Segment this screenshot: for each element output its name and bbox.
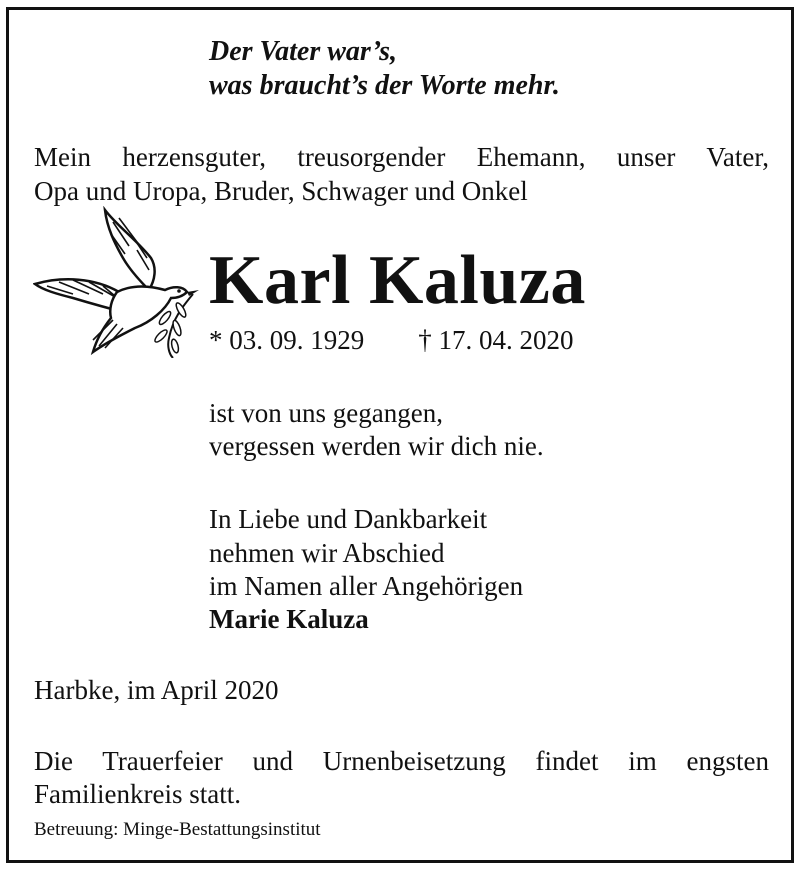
- place-date: Harbke, im April 2020: [34, 675, 279, 705]
- farewell-line-2: nehmen wir Abschied: [209, 538, 445, 568]
- birth-date: * 03. 09. 1929: [209, 325, 365, 355]
- farewell-line-3: im Namen aller Angehörigen: [209, 571, 524, 601]
- intro-line-1: Mein herzensguter, treusorgender Ehemann, unser Vater,: [34, 142, 769, 172]
- ceremony-line-1: Die Trauerfeier und Urnenbeisetzung findet im engsten: [34, 746, 769, 776]
- funeral-home-credit: Betreuung: Minge-Bestattungsinstitut: [34, 819, 321, 840]
- dove-with-olive-branch-icon: [33, 206, 201, 358]
- message-line-2: vergessen werden wir dich nie.: [209, 431, 544, 461]
- intro-line-2: Opa und Uropa, Bruder, Schwager und Onkel: [34, 176, 528, 206]
- message-line-1: ist von uns gegangen,: [209, 398, 443, 428]
- motto-line-2: was braucht’s der Worte mehr.: [209, 70, 560, 101]
- life-dates: [209, 327, 574, 354]
- farewell-line-1: In Liebe und Dankbarkeit: [209, 504, 488, 534]
- ceremony-line-2: Familienkreis statt.: [34, 779, 241, 809]
- obituary-notice: [6, 7, 794, 863]
- deceased-name: Karl Kaluza: [209, 242, 586, 319]
- death-date: † 17. 04. 2020: [418, 325, 574, 355]
- motto-line-1: Der Vater war’s,: [209, 36, 397, 67]
- signer-name: Marie Kaluza: [209, 604, 369, 634]
